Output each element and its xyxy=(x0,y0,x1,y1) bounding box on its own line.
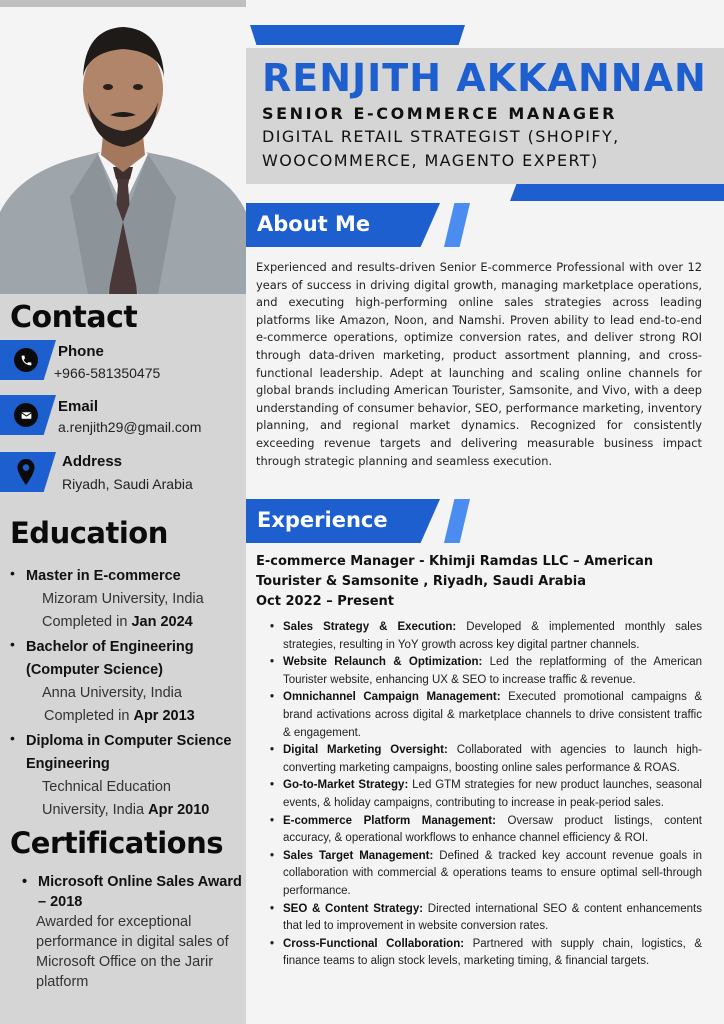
about-heading: About Me xyxy=(257,212,371,236)
experience-bullet: • Digital Marketing Oversight: Collaborated with agencies to launch high-converting marketing campaigns, boosting online sales performance & ROAS. xyxy=(270,742,702,777)
education-item xyxy=(26,730,241,822)
contact-email-title: Email xyxy=(58,398,99,415)
education-item xyxy=(26,565,241,634)
experience-bullet: • Go-to-Market Strategy: Led GTM strategies for new product launches, seasonal events, & holiday campaigns, contributing to increase in peak-period sales. xyxy=(270,777,702,812)
sidebar-top-strip xyxy=(0,0,246,7)
education-degree: • Bachelor of Engineering (Computer Science) xyxy=(26,639,194,678)
phone-icon xyxy=(14,348,38,372)
header-accent-strip-bottom xyxy=(510,184,724,201)
certification-title: • Microsoft Online Sales Award – 2018 xyxy=(22,872,242,912)
experience-bullet: • Cross-Functional Collaboration: Partnered with supply chain, logistics, & finance teams to align stock levels, marketing timing, & financial targets. xyxy=(270,936,702,971)
certifications-list xyxy=(22,872,242,992)
location-pin-icon xyxy=(14,460,38,484)
experience-banner-slash xyxy=(444,499,470,543)
header-accent-strip-top xyxy=(250,25,465,45)
contact-email-value[interactable]: a.renjith29@gmail.com xyxy=(58,419,202,435)
about-text: Experienced and results-driven Senior E-commerce Professional with over 12 years of success in driving digital growth, managing marketplace operations, and executing high-performing online sales strategies across leading platforms like Amazon, Noon, and Namshi. Proven ability to lead end-to-end e-commerce operations, optimize conversion rates, and deliver strong ROI through data-driven marketing, product assortment planning, and cross-functional leadership. Adept at launching and scaling online channels for global brands including American Tourister, Samsonite, and Vivo, with a deep understanding of consumer behavior, SEO, performance marketing, inventory planning, and regional market dynamics. Recognized for consistently exceeding revenue targets and delivering measurable business impact through strategic planning and seamless execution. xyxy=(256,260,702,468)
contact-address-value: Riyadh, Saudi Arabia xyxy=(62,476,193,492)
experience-period: Oct 2022 – Present xyxy=(256,594,395,609)
candidate-subtitle-line2: WOOCOMMERCE, MAGENTO EXPERT) xyxy=(262,151,599,170)
education-completed: Completed in Apr 2013 xyxy=(44,708,195,724)
candidate-role: SENIOR E-COMMERCE MANAGER xyxy=(262,104,617,123)
certification-description: Awarded for exceptional performance in digital sales of Microsoft Office on the Jarir platform xyxy=(36,914,229,990)
about-banner-slash xyxy=(444,203,470,247)
experience-job-title: E-commerce Manager - Khimji Ramdas LLC – American Tourister & Samsonite , Riyadh, Saudi Arabia xyxy=(256,554,654,589)
experience-job-header xyxy=(256,552,706,612)
contact-phone-title: Phone xyxy=(58,343,104,360)
candidate-name: RENJITH AKKANNAN xyxy=(262,56,707,100)
contact-address-title: Address xyxy=(62,453,123,470)
profile-photo xyxy=(0,7,246,294)
education-degree: • Diploma in Computer Science Engineering xyxy=(26,733,232,772)
education-school: Anna University, India xyxy=(42,685,182,701)
education-heading: Education xyxy=(10,516,168,550)
education-school: Mizoram University, India xyxy=(42,591,204,607)
education-completed: Completed in Jan 2024 xyxy=(42,614,193,630)
experience-bullet: • SEO & Content Strategy: Directed international SEO & content enhancements that led to improvement in website conversion rates. xyxy=(270,901,702,936)
experience-bullets xyxy=(270,619,702,971)
certifications-heading: Certifications xyxy=(10,826,224,860)
experience-bullet: • Website Relaunch & Optimization: Led the replatforming of the American Tourister website, enhancing UX & SEO to increase traffic & revenue. xyxy=(270,654,702,689)
email-icon xyxy=(14,403,38,427)
experience-heading: Experience xyxy=(257,508,388,532)
candidate-subtitle-line1: DIGITAL RETAIL STRATEGIST (SHOPIFY, xyxy=(262,127,620,146)
contact-heading: Contact xyxy=(10,300,138,335)
experience-bullet: • Sales Strategy & Execution: Developed & implemented monthly sales strategies, resulting in YoY growth across key digital partner channels. xyxy=(270,619,702,654)
education-school-and-date: Technical Education University, India Apr 2010 xyxy=(42,779,210,818)
contact-phone-value[interactable]: +966-581350475 xyxy=(54,365,161,381)
education-item xyxy=(26,636,241,728)
education-degree: • Master in E-commerce xyxy=(26,568,181,584)
experience-bullet: • Sales Target Management: Defined & tracked key account revenue goals in collaboration with commercial & operations teams to ensure optimal sell-through performance. xyxy=(270,848,702,901)
portrait-illustration xyxy=(0,7,246,294)
experience-bullet: • Omnichannel Campaign Management: Executed promotional campaigns & brand activations across digital & marketplace channels to drive consistent traffic & engagement. xyxy=(270,689,702,742)
education-list xyxy=(26,565,241,824)
experience-bullet: • E-commerce Platform Management: Oversaw product listings, content accuracy, & operational workflows to enhance channel efficiency & ROI. xyxy=(270,813,702,848)
